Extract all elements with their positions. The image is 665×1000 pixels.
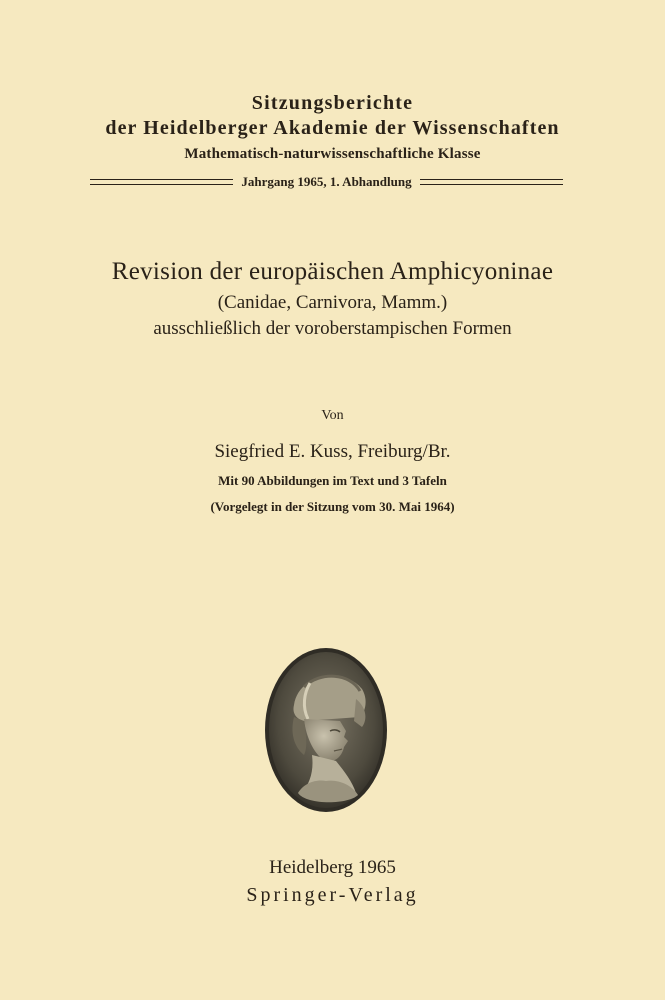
work-scope: ausschließlich der voroberstampischen Formen	[153, 318, 512, 339]
by-label: Von	[321, 408, 344, 423]
presented-note: (Vorgelegt in der Sitzung vom 30. Mai 1964)	[210, 499, 455, 514]
volume-label: Jahrgang 1965, 1. Abhandlung	[241, 174, 412, 189]
series-class: Mathematisch-naturwissenschaftliche Klasse	[184, 146, 481, 162]
series-title: Sitzungsberichte	[251, 92, 414, 114]
right-double-rule	[420, 179, 563, 185]
publisher-name: Springer-Verlag	[246, 884, 419, 906]
volume-rule-row	[90, 174, 563, 190]
work-subtitle: (Canidae, Carnivora, Mamm.)	[217, 292, 448, 313]
series-subtitle: der Heidelberger Akademie der Wissenschaften	[105, 117, 560, 139]
author-name: Siegfried E. Kuss, Freiburg/Br.	[214, 441, 451, 462]
work-title: Revision der europäischen Amphicyoninae	[111, 258, 554, 285]
imprint-city-year: Heidelberg 1965	[269, 857, 396, 878]
left-double-rule	[90, 179, 233, 185]
athena-medallion-icon	[264, 647, 388, 813]
illustrations-note: Mit 90 Abbildungen im Text und 3 Tafeln	[218, 473, 447, 488]
